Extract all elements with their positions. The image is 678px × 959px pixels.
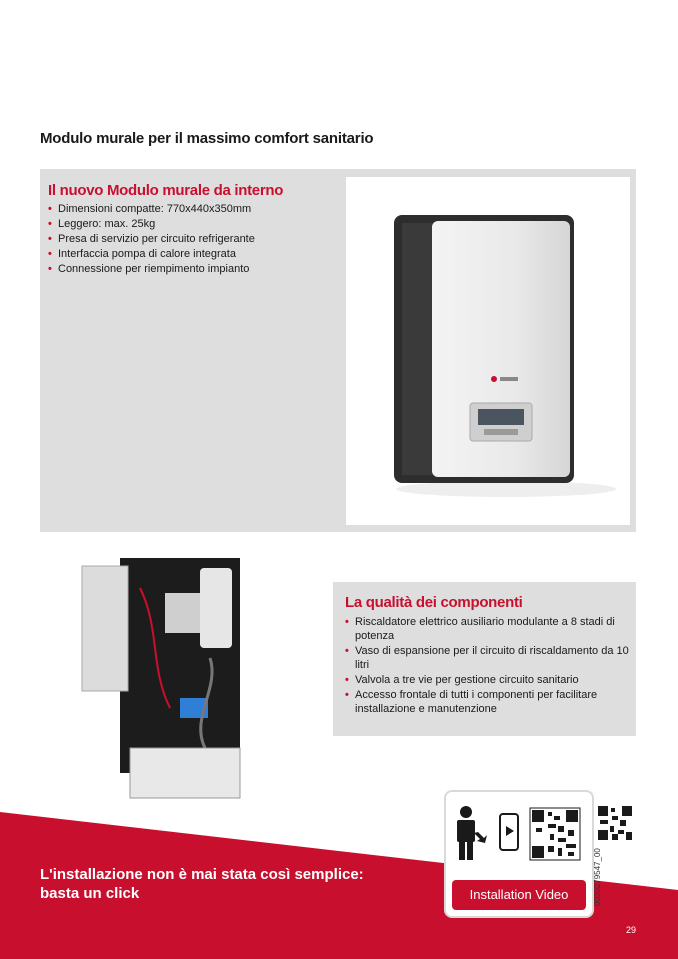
- feature-item: • Valvola a tre vie per gestione circuito sanitario: [345, 673, 630, 687]
- footer-tagline-line2: basta un click: [40, 885, 140, 902]
- installation-video-card[interactable]: [444, 790, 594, 918]
- qr-code-icon: [530, 808, 580, 860]
- document-code: 0020279547_00: [593, 848, 602, 906]
- installation-video-button[interactable]: Installation Video: [452, 880, 586, 910]
- page-title: Modulo murale per il massimo comfort sanitario: [40, 130, 374, 147]
- feature-item: • Accesso frontale di tutti i componenti per facilitare installazione e manutenzione: [345, 688, 630, 716]
- feature-item: • Dimensioni compatte: 770x440x350mm: [48, 202, 255, 217]
- feature-item: • Vaso di espansione per il circuito di riscaldamento da 10 litri: [345, 644, 630, 672]
- footer-tagline-line1: L'installazione non è mai stata così semplice:: [40, 866, 364, 883]
- feature-item: • Interfaccia pompa di calore integrata: [48, 247, 255, 262]
- installer-icon: [457, 806, 487, 860]
- page-number: 29: [626, 925, 637, 935]
- section-heading: Il nuovo Modulo murale da interno: [48, 182, 284, 199]
- feature-item: • Connessione per riempimento impianto: [48, 262, 255, 277]
- smartphone-icon: [500, 814, 518, 850]
- footer-tagline: [40, 865, 364, 903]
- section-heading: La qualità dei componenti: [345, 594, 523, 611]
- feature-item: • Leggero: max. 25kg: [48, 217, 255, 232]
- qr-code-icon: [598, 806, 632, 840]
- feature-item: • Riscaldatore elettrico ausiliario modulante a 8 stadi di potenza: [345, 615, 630, 643]
- feature-item: • Presa di servizio per circuito refrigerante: [48, 232, 255, 247]
